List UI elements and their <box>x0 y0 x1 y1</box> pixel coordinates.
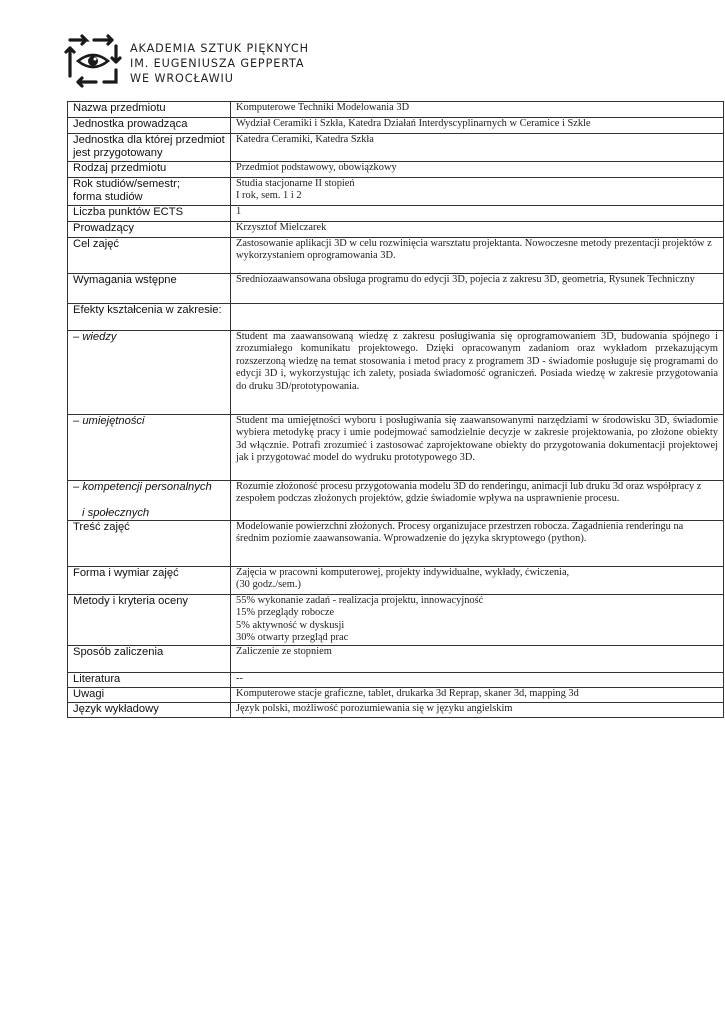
university-logo <box>64 32 324 90</box>
label-wiedzy: – wiedzy <box>68 331 231 415</box>
label-rok <box>68 178 231 206</box>
label-rok-line-2: forma studiów <box>73 191 143 203</box>
university-name-line-2: IM. EUGENIUSZA GEPPERTA <box>130 57 305 70</box>
row-wymagania <box>68 274 724 304</box>
label-uwagi: Uwagi <box>68 687 231 702</box>
university-name-line-3: WE WROCŁAWIU <box>130 72 234 85</box>
label-kompetencje-line-1: – kompetencji personalnych <box>73 481 212 493</box>
value-rok-line-2: I rok, sem. 1 i 2 <box>236 190 302 202</box>
row-tresc <box>68 521 724 567</box>
row-metody <box>68 595 724 646</box>
row-jezyk <box>68 702 724 717</box>
metody-line-2: 15% przeglądy robocze <box>236 607 335 619</box>
metody-line-3: 5% aktywność w dyskusji <box>236 619 345 631</box>
value-cel: Zastosowanie aplikacji 3D w celu rozwinięcia warsztatu projektanta. Nowoczesne metody prezentacji projektów z wykorzystaniem oprogramowania 3D. <box>231 238 724 274</box>
university-name-line-1: AKADEMIA SZTUK PIĘKNYCH <box>130 42 309 55</box>
row-prowadzacy <box>68 222 724 238</box>
row-rodzaj <box>68 162 724 178</box>
row-efekty <box>68 304 724 331</box>
label-sposob: Sposób zaliczenia <box>68 645 231 672</box>
value-prowadzacy: Krzysztof Mielczarek <box>231 222 724 238</box>
row-wiedzy <box>68 331 724 415</box>
label-rodzaj: Rodzaj przedmiotu <box>68 162 231 178</box>
value-forma-line-2: (30 godz./sem.) <box>236 579 301 591</box>
label-metody: Metody i kryteria oceny <box>68 595 231 646</box>
row-kompetencje <box>68 481 724 521</box>
value-nazwa: Komputerowe Techniki Modelowania 3D <box>231 102 724 118</box>
value-metody <box>231 595 724 646</box>
value-efekty <box>231 304 724 331</box>
label-prowadzacy: Prowadzący <box>68 222 231 238</box>
value-wiedzy: Student ma zaawansowaną wiedzę z zakresu posługiwania się oprogramowaniem 3D, budowania spójnego i zrozumiałego komunikatu projektowego. Dzięki opracowanym zadaniom oraz wykładom przekazującym rozszerzoną wiedzę na temat stosowania i metod pracy z programem 3D - świadomie posługuje się programami do edycji 3D i, wykorzystując ich zalety, posiada świadomość ograniczeń. Posiada wiedzę w zakresie przygotowania do druku 3D/prototypowania. <box>231 331 724 415</box>
label-forma: Forma i wymiar zajęć <box>68 567 231 595</box>
metody-line-4: 30% otwarty przegląd prac <box>236 632 349 644</box>
label-efekty: Efekty kształcenia w zakresie: <box>68 304 231 331</box>
value-wymagania: Średniozaawansowana obsługa programu do edycji 3D, pojecia z zakresu 3D, geometria, Rysunek Techniczny <box>231 274 724 304</box>
label-kompetencje <box>68 481 231 521</box>
label-wymagania: Wymagania wstępne <box>68 274 231 304</box>
row-cel <box>68 238 724 274</box>
value-rok-line-1: Studia stacjonarne II stopień <box>236 178 355 189</box>
label-jednostka: Jednostka prowadząca <box>68 118 231 134</box>
value-jednostka-dla: Katedra Ceramiki, Katedra Szkła <box>231 134 724 162</box>
university-name <box>130 41 309 86</box>
syllabus-table <box>67 101 724 718</box>
label-literatura: Literatura <box>68 672 231 687</box>
value-tresc: Modelowanie powierzchni złożonych. Procesy organizujace przestrzen robocza. Zagadnienia renderingu na średnim poziomie zaawansowania. Wprowadzenie do języka skryptowego (python). <box>231 521 724 567</box>
row-ects <box>68 206 724 222</box>
value-forma-line-1: Zajęcia w pracowni komputerowej, projekty indywidualne, wykłady, ćwiczenia, <box>236 567 570 578</box>
row-forma <box>68 567 724 595</box>
label-nazwa: Nazwa przedmiotu <box>68 102 231 118</box>
value-uwagi: Komputerowe stacje graficzne, tablet, drukarka 3d Reprap, skaner 3d, mapping 3d <box>231 687 724 702</box>
row-uwagi <box>68 687 724 702</box>
value-rok <box>231 178 724 206</box>
row-jednostka <box>68 118 724 134</box>
value-literatura: -- <box>231 672 724 687</box>
label-cel: Cel zajęć <box>68 238 231 274</box>
value-sposob: Zaliczenie ze stopniem <box>231 645 724 672</box>
row-literatura <box>68 672 724 687</box>
row-nazwa <box>68 102 724 118</box>
label-rok-line-1: Rok studiów/semestr; <box>73 178 180 190</box>
value-jednostka: Wydział Ceramiki i Szkła, Katedra Działań Interdyscyplinarnych w Ceramice i Szkle <box>231 118 724 134</box>
value-jezyk: Język polski, możliwość porozumiewania się w języku angielskim <box>231 702 724 717</box>
eye-frame-logo-icon <box>64 32 122 90</box>
value-forma <box>231 567 724 595</box>
label-tresc: Treść zajęć <box>68 521 231 567</box>
value-kompetencje: Rozumie złożoność procesu przygotowania modelu 3D do renderingu, animacji lub druku 3d oraz współpracy z zespołem podczas złożonych projektów, gdzie świadomie wpływa na usprawnienie procesu. <box>231 481 724 521</box>
label-ects: Liczba punktów ECTS <box>68 206 231 222</box>
row-jednostka-dla <box>68 134 724 162</box>
row-sposob <box>68 645 724 672</box>
metody-line-1: 55% wykonanie zadań - realizacja projektu, innowacyjność <box>236 595 484 606</box>
value-ects: 1 <box>231 206 724 222</box>
row-umiejetnosci <box>68 415 724 481</box>
label-jezyk: Język wykładowy <box>68 702 231 717</box>
value-umiejetnosci: Student ma umiejętności wyboru i posługiwania się zaawansowanymi narzędziami w środowisku 3D, świadomie wybiera metodykę pracy i umie podejmować samodzielnie decyzje w zakresie projektowania, po złożone obiekty 3d włącznie. Potrafi zrozumieć i zastosować zaprojektowane obiekty do przygotowania dokumentacji projektowej jak i przygotować model do wydruku prototypowego 3D. <box>231 415 724 481</box>
row-rok <box>68 178 724 206</box>
label-umiejetnosci: – umiejętności <box>68 415 231 481</box>
value-rodzaj: Przedmiot podstawowy, obowiązkowy <box>231 162 724 178</box>
label-kompetencje-line-2: i społecznych <box>82 507 150 519</box>
label-jednostka-dla: Jednostka dla której przedmiot jest przygotowany <box>68 134 231 162</box>
